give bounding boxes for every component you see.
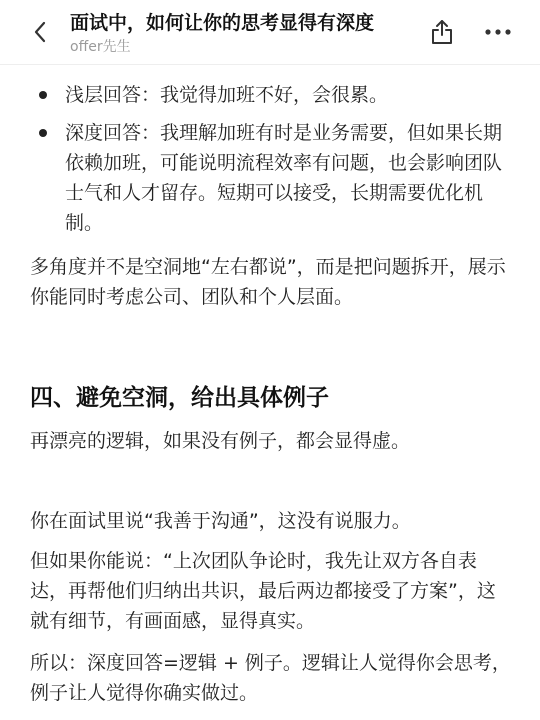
- share-button[interactable]: [428, 17, 456, 47]
- bullet-text: 浅层回答：我觉得加班不好，会很累。: [65, 84, 389, 106]
- bullet-text: 深度回答：我理解加班有时是业务需要，但如果长期依赖加班，可能说明流程效率有问题，也会影响团队士气和人才留存。短期可以接受，长期需要优化机制。: [65, 122, 503, 234]
- chevron-left-icon: [33, 20, 47, 44]
- list-item: [30, 118, 512, 238]
- bullet-dot: [39, 91, 47, 99]
- paragraph-multi-angle: 多角度并不是空洞地“左右都说”，而是把问题拆开，展示你能同时考虑公司、团队和个人层面。: [30, 256, 506, 308]
- back-button[interactable]: [26, 18, 54, 46]
- header-title-group: [70, 10, 420, 57]
- share-icon: [430, 19, 454, 45]
- answer-comparison-list: [30, 80, 512, 246]
- top-bar: [0, 0, 540, 65]
- bullet-dot: [39, 129, 47, 137]
- paragraph-communication: 你在面试里说“我善于沟通”，这没有说服力。: [30, 510, 411, 532]
- article-body: [0, 64, 540, 720]
- more-button[interactable]: [482, 20, 514, 44]
- section-heading: 四、避免空洞，给出具体例子: [30, 385, 329, 411]
- more-horizontal-icon: [484, 28, 512, 36]
- author-name[interactable]: offer先生: [70, 39, 131, 55]
- paragraph-logic: 再漂亮的逻辑，如果没有例子，都会显得虚。: [30, 430, 411, 452]
- page-title: 面试中，如何让你的思考显得有深度: [70, 12, 375, 34]
- paragraph-example: 但如果你能说：“上次团队争论时，我先让双方各自表达，再帮他们归纳出共识，最后两边都接受了方案”，这就有细节，有画面感，显得真实。: [30, 550, 496, 632]
- paragraph-summary: 所以：深度回答=逻辑 + 例子。逻辑让人觉得你会思考，例子让人觉得你确实做过。: [30, 652, 511, 704]
- list-item: [30, 80, 512, 110]
